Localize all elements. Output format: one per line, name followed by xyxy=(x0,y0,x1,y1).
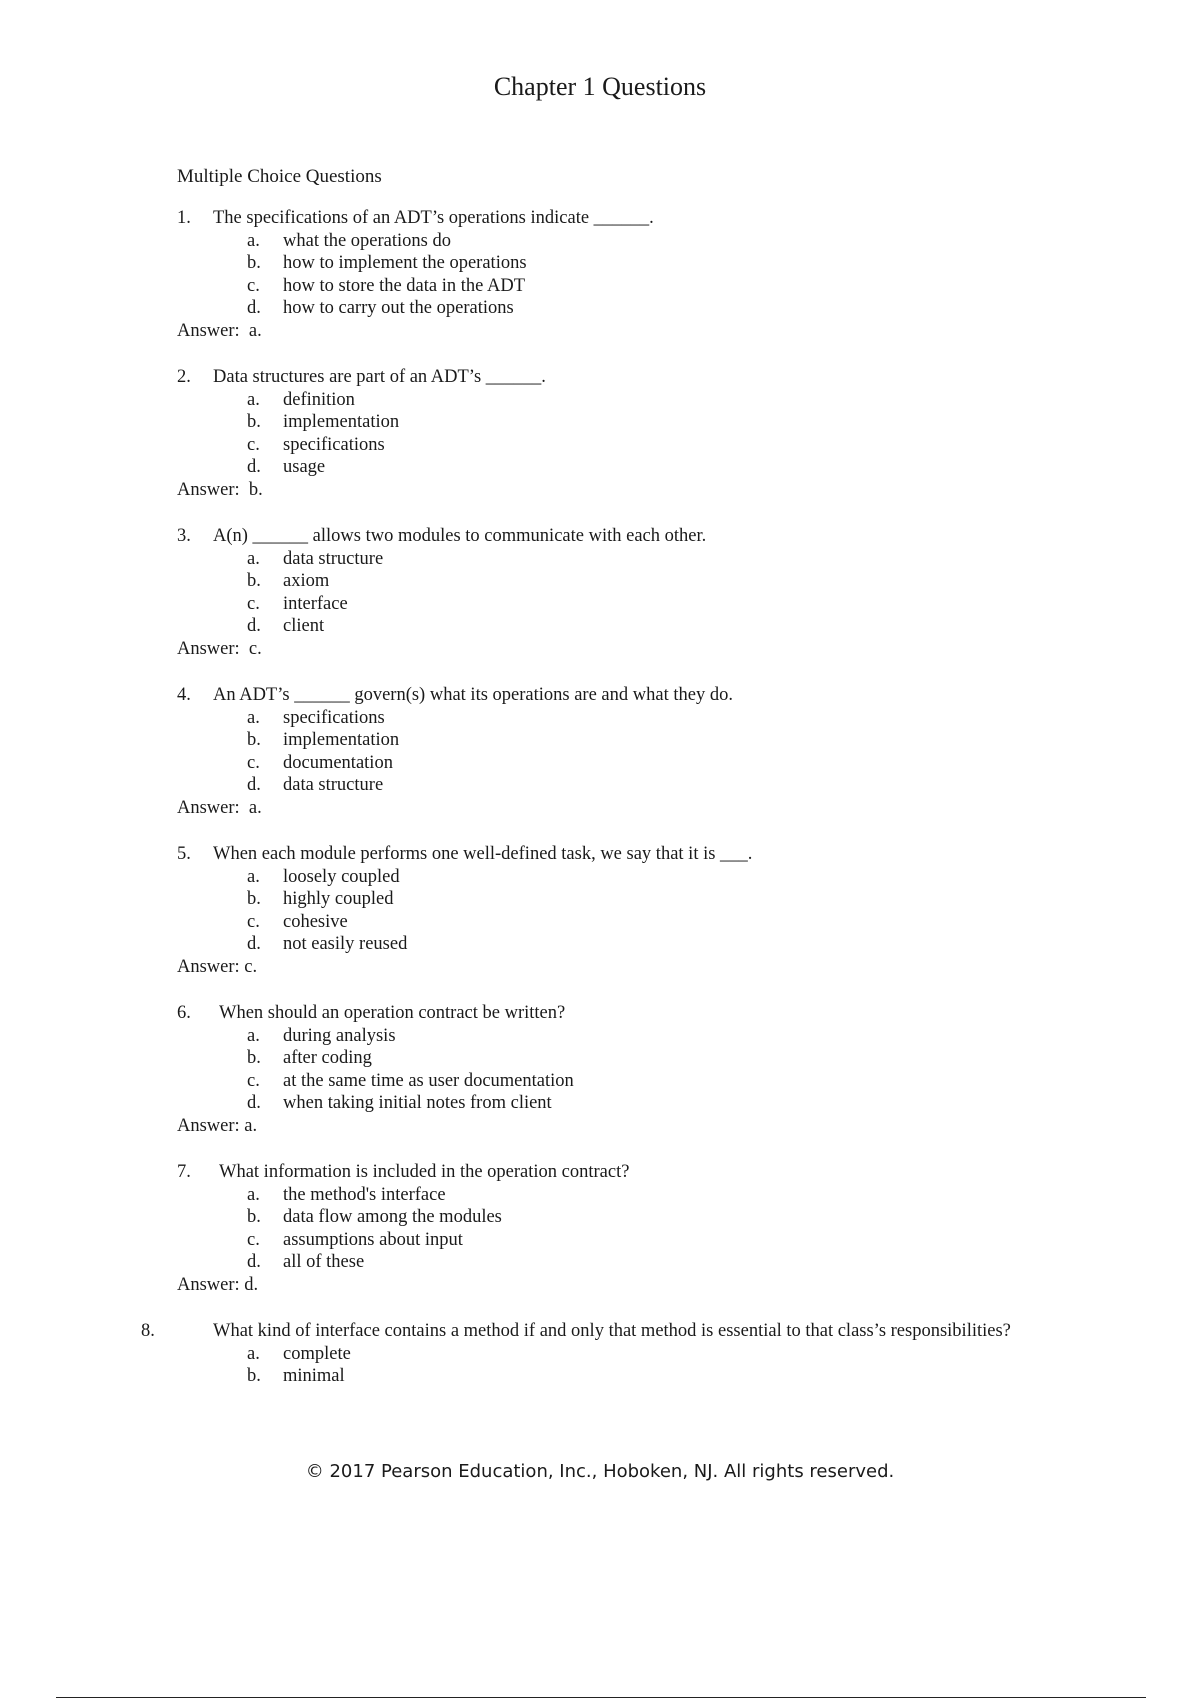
option-text: assumptions about input xyxy=(283,1229,463,1250)
option-letter: b. xyxy=(247,571,261,591)
question-number: 8. xyxy=(141,1321,155,1341)
answer-option xyxy=(177,570,1057,593)
option-text: data structure xyxy=(283,548,384,569)
option-letter: a. xyxy=(247,707,260,728)
option-letter: c. xyxy=(247,1229,260,1250)
copyright-footer: © 2017 Pearson Education, Inc., Hoboken, NJ. All rights reserved. xyxy=(305,1461,895,1482)
option-letter: c. xyxy=(247,911,260,932)
option-letter: d. xyxy=(247,1252,261,1272)
question-item xyxy=(177,207,1057,342)
option-letter: b. xyxy=(247,1207,261,1227)
option-letter: d. xyxy=(247,1093,261,1113)
answer-option xyxy=(177,707,1057,730)
answer-key: Answer: a. xyxy=(177,797,262,818)
question-text: An ADT’s ______ govern(s) what its operations are and what they do. xyxy=(213,685,733,705)
option-text: loosely coupled xyxy=(283,866,400,887)
question-text: A(n) ______ allows two modules to communicate with each other. xyxy=(213,526,707,546)
answer-option xyxy=(177,230,1057,253)
section-heading: Multiple Choice Questions xyxy=(177,166,382,187)
option-text: the method's interface xyxy=(283,1184,446,1205)
answer-option xyxy=(177,1025,1057,1048)
option-text: definition xyxy=(283,389,355,410)
question-line xyxy=(177,1002,1057,1025)
option-letter: a. xyxy=(247,230,260,251)
answer-option xyxy=(177,933,1057,956)
option-text: data flow among the modules xyxy=(283,1207,502,1227)
option-text: axiom xyxy=(283,571,330,591)
option-text: during analysis xyxy=(283,1025,396,1046)
option-letter: a. xyxy=(247,1025,260,1046)
question-text: When each module performs one well-defined task, we say that it is ___. xyxy=(213,844,753,864)
option-text: client xyxy=(283,616,325,636)
option-letter: c. xyxy=(247,1070,260,1091)
option-text: all of these xyxy=(283,1252,365,1272)
question-text: The specifications of an ADT’s operations indicate ______. xyxy=(213,208,654,228)
question-line xyxy=(177,366,1057,389)
option-letter: c. xyxy=(247,593,260,614)
question-number: 3. xyxy=(177,526,191,546)
option-text: data structure xyxy=(283,775,384,795)
option-text: when taking initial notes from client xyxy=(283,1093,552,1113)
question-number: 5. xyxy=(177,844,191,864)
answer-key: Answer: c. xyxy=(177,638,262,659)
option-letter: b. xyxy=(247,730,261,750)
answer-option xyxy=(177,1047,1057,1070)
question-item xyxy=(177,1161,1057,1296)
option-letter: a. xyxy=(247,548,260,569)
question-item xyxy=(177,684,1057,819)
answer-option xyxy=(177,275,1057,298)
answer-option xyxy=(177,252,1057,275)
answer-option xyxy=(177,1365,1057,1388)
option-letter: b. xyxy=(247,889,261,909)
option-letter: d. xyxy=(247,934,261,954)
answer-option xyxy=(177,593,1057,616)
option-letter: c. xyxy=(247,752,260,773)
option-text: complete xyxy=(283,1343,351,1364)
answer-option xyxy=(177,1343,1057,1366)
question-number: 6. xyxy=(177,1003,191,1023)
question-item xyxy=(177,843,1057,978)
option-text: how to carry out the operations xyxy=(283,298,514,318)
question-number: 7. xyxy=(177,1162,191,1182)
answer-key: Answer: c. xyxy=(177,956,258,977)
option-letter: a. xyxy=(247,1343,260,1364)
bottom-divider xyxy=(56,1697,1146,1698)
question-line xyxy=(177,843,1057,866)
option-text: what the operations do xyxy=(283,230,451,251)
option-letter: c. xyxy=(247,434,260,455)
question-item xyxy=(141,1320,1057,1388)
question-item xyxy=(177,1002,1057,1137)
option-letter: c. xyxy=(247,275,260,296)
question-item xyxy=(177,525,1057,660)
option-text: how to store the data in the ADT xyxy=(283,275,525,296)
option-text: documentation xyxy=(283,752,393,773)
answer-option xyxy=(177,1070,1057,1093)
option-letter: a. xyxy=(247,866,260,887)
answer-option xyxy=(177,1206,1057,1229)
option-text: specifications xyxy=(283,434,385,455)
answer-key: Answer: a. xyxy=(177,1115,258,1136)
option-letter: b. xyxy=(247,253,261,273)
option-text: not easily reused xyxy=(283,934,408,954)
option-letter: d. xyxy=(247,775,261,795)
answer-option xyxy=(177,1251,1057,1274)
question-line xyxy=(177,525,1057,548)
question-text: Data structures are part of an ADT’s ______. xyxy=(213,367,546,387)
answer-key: Answer: b. xyxy=(177,479,263,500)
option-text: after coding xyxy=(283,1048,372,1068)
answer-option xyxy=(177,615,1057,638)
question-number: 4. xyxy=(177,685,191,705)
option-text: implementation xyxy=(283,730,400,750)
option-text: how to implement the operations xyxy=(283,253,527,273)
option-text: interface xyxy=(283,593,348,614)
question-line xyxy=(177,207,1057,230)
page-title: Chapter 1 Questions xyxy=(493,72,707,101)
question-line xyxy=(141,1320,1057,1343)
answer-option xyxy=(177,752,1057,775)
question-item xyxy=(177,366,1057,501)
option-text: usage xyxy=(283,457,326,477)
question-number: 1. xyxy=(177,208,191,228)
answer-option xyxy=(177,774,1057,797)
answer-option xyxy=(177,911,1057,934)
option-letter: b. xyxy=(247,1048,261,1068)
answer-option xyxy=(177,1092,1057,1115)
answer-option xyxy=(177,434,1057,457)
answer-key: Answer: d. xyxy=(177,1274,259,1295)
option-letter: d. xyxy=(247,616,261,636)
answer-option xyxy=(177,1184,1057,1207)
question-list xyxy=(141,207,1057,1412)
answer-option xyxy=(177,729,1057,752)
question-number: 2. xyxy=(177,367,191,387)
answer-option xyxy=(177,389,1057,412)
question-line xyxy=(177,1161,1057,1184)
question-line xyxy=(177,684,1057,707)
answer-option xyxy=(177,888,1057,911)
option-letter: b. xyxy=(247,412,261,432)
option-text: highly coupled xyxy=(283,889,394,909)
option-text: implementation xyxy=(283,412,400,432)
question-text: What information is included in the operation contract? xyxy=(219,1162,630,1182)
question-text: When should an operation contract be written? xyxy=(219,1003,566,1023)
option-letter: a. xyxy=(247,1184,260,1205)
answer-option xyxy=(177,456,1057,479)
answer-key: Answer: a. xyxy=(177,320,262,341)
question-text: What kind of interface contains a method if and only that method is essential to that class’s responsibilities? xyxy=(213,1321,1011,1341)
option-letter: a. xyxy=(247,389,260,410)
answer-option xyxy=(177,1229,1057,1252)
option-text: at the same time as user documentation xyxy=(283,1070,574,1091)
option-text: specifications xyxy=(283,707,385,728)
answer-option xyxy=(177,866,1057,889)
answer-option xyxy=(177,411,1057,434)
option-letter: d. xyxy=(247,298,261,318)
option-letter: b. xyxy=(247,1366,261,1386)
answer-option xyxy=(177,548,1057,571)
option-letter: d. xyxy=(247,457,261,477)
option-text: cohesive xyxy=(283,911,348,932)
option-text: minimal xyxy=(283,1366,345,1386)
answer-option xyxy=(177,297,1057,320)
